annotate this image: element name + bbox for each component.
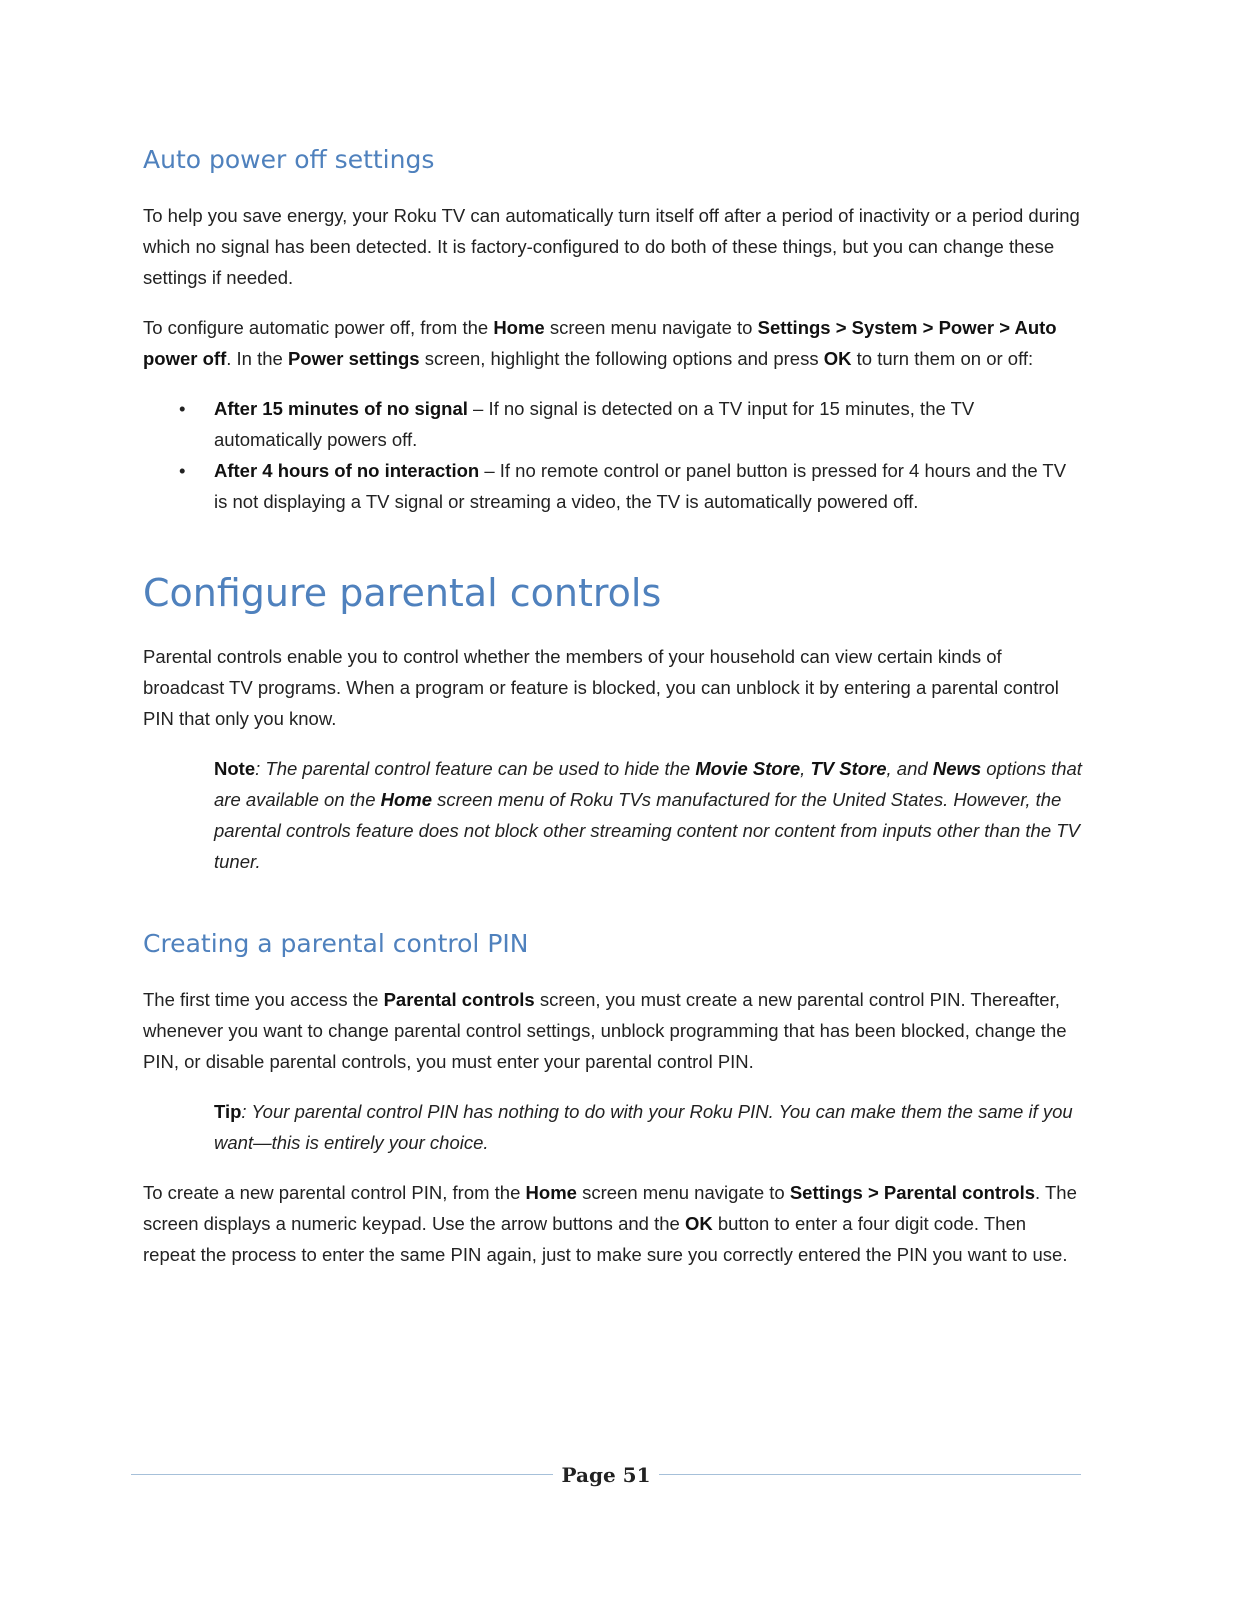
list-item xyxy=(143,393,1083,455)
page-content xyxy=(143,140,1083,1289)
text-run: screen menu navigate to xyxy=(576,1182,790,1203)
page-footer xyxy=(131,1460,1081,1490)
paragraph-energy-intro: To help you save energy, your Roku TV can automatically turn itself off after a period of inactivity or a period during which no signal has been detected. It is factory-configured to do both of these things, but you can change these settings if needed. xyxy=(143,205,1080,288)
text-run: screen menu navigate to xyxy=(544,317,758,338)
spacer xyxy=(143,896,1083,924)
text-run: to turn them on or off: xyxy=(851,348,1034,369)
bold-run-home: Home xyxy=(380,789,433,810)
text-run: The first time you access the xyxy=(143,989,384,1010)
bold-run-power-settings: Power settings xyxy=(287,348,420,369)
bullet-text: – If no signal is detected on a TV input for 15 minutes, the TV automatically powers off. xyxy=(214,398,975,450)
text-run: , and xyxy=(886,758,933,779)
paragraph-configure-power-off xyxy=(143,312,1083,374)
text-run: , xyxy=(800,758,811,779)
bold-run-news: News xyxy=(932,758,982,779)
footer-rule-right xyxy=(659,1474,1081,1475)
bold-run-ok: OK xyxy=(823,348,852,369)
text-run: . In the xyxy=(226,348,288,369)
bold-run-home: Home xyxy=(493,317,545,338)
power-options-list xyxy=(143,393,1083,517)
paragraph-parental-intro: Parental controls enable you to control whether the members of your household can view certain kinds of broadcast TV programs. When a program or feature is blocked, you can unblock it by entering a parental control PIN that only you know. xyxy=(143,646,1059,729)
text-run: screen, highlight the following options and press xyxy=(419,348,824,369)
section-heading-auto-power-off: Auto power off settings xyxy=(143,145,435,174)
note-callout xyxy=(214,753,1083,877)
bullet-text: – If no remote control or panel button is pressed for 4 hours and the TV is not displaying a TV signal or streaming a video, the TV is automatically powered off. xyxy=(214,460,1067,512)
bullet-icon: • xyxy=(179,398,186,419)
bullet-icon: • xyxy=(179,460,186,481)
tip-text: : Your parental control PIN has nothing to do with your Roku PIN. You can make them the same if you want—this is entirely your choice. xyxy=(214,1101,1073,1153)
tip-callout xyxy=(214,1096,1083,1158)
note-label: Note xyxy=(214,758,256,779)
list-item xyxy=(143,455,1083,517)
section-heading-creating-pin: Creating a parental control PIN xyxy=(143,929,529,958)
section-heading-parental-controls: Configure parental controls xyxy=(143,571,662,615)
bullet-title: After 15 minutes of no signal xyxy=(214,398,468,419)
bold-run-ok: OK xyxy=(684,1213,713,1234)
text-run: screen, you must create a new parental control PIN. Thereafter, whenever you want to change parental control settings, unblock programming that has been blocked, change the PIN, or disable parental controls, you must enter your parental control PIN. xyxy=(143,989,1067,1072)
text-run: To create a new parental control PIN, from the xyxy=(143,1182,526,1203)
bold-run-parental-controls: Parental controls xyxy=(383,989,535,1010)
page-number: Page 51 xyxy=(561,1463,651,1487)
text-run: options that are available on the xyxy=(214,758,1082,810)
bullet-title: After 4 hours of no interaction xyxy=(214,460,480,481)
tip-label: Tip xyxy=(214,1101,242,1122)
text-run: button to enter a four digit code. Then repeat the process to enter the same PIN again, just to make sure you correctly entered the PIN you want to use. xyxy=(143,1213,1068,1265)
text-run: : The parental control feature can be used to hide the xyxy=(255,758,696,779)
paragraph-first-access xyxy=(143,984,1083,1077)
bold-run-settings-parental: Settings > Parental controls xyxy=(789,1182,1036,1203)
footer-rule-left xyxy=(131,1474,553,1475)
paragraph-create-pin xyxy=(143,1177,1083,1270)
bold-run-movie-store: Movie Store xyxy=(695,758,801,779)
text-run: . The screen displays a numeric keypad. Use the arrow buttons and the xyxy=(143,1182,1077,1234)
text-run: To configure automatic power off, from the xyxy=(143,317,494,338)
bold-run-settings-path: Settings > System > Power > Auto power off xyxy=(143,317,1057,369)
bold-run-tv-store: TV Store xyxy=(810,758,887,779)
text-run: screen menu of Roku TVs manufactured for the United States. However, the parental controls feature does not block other streaming content nor content from inputs other than the TV tuner. xyxy=(214,789,1080,872)
bold-run-home: Home xyxy=(525,1182,577,1203)
